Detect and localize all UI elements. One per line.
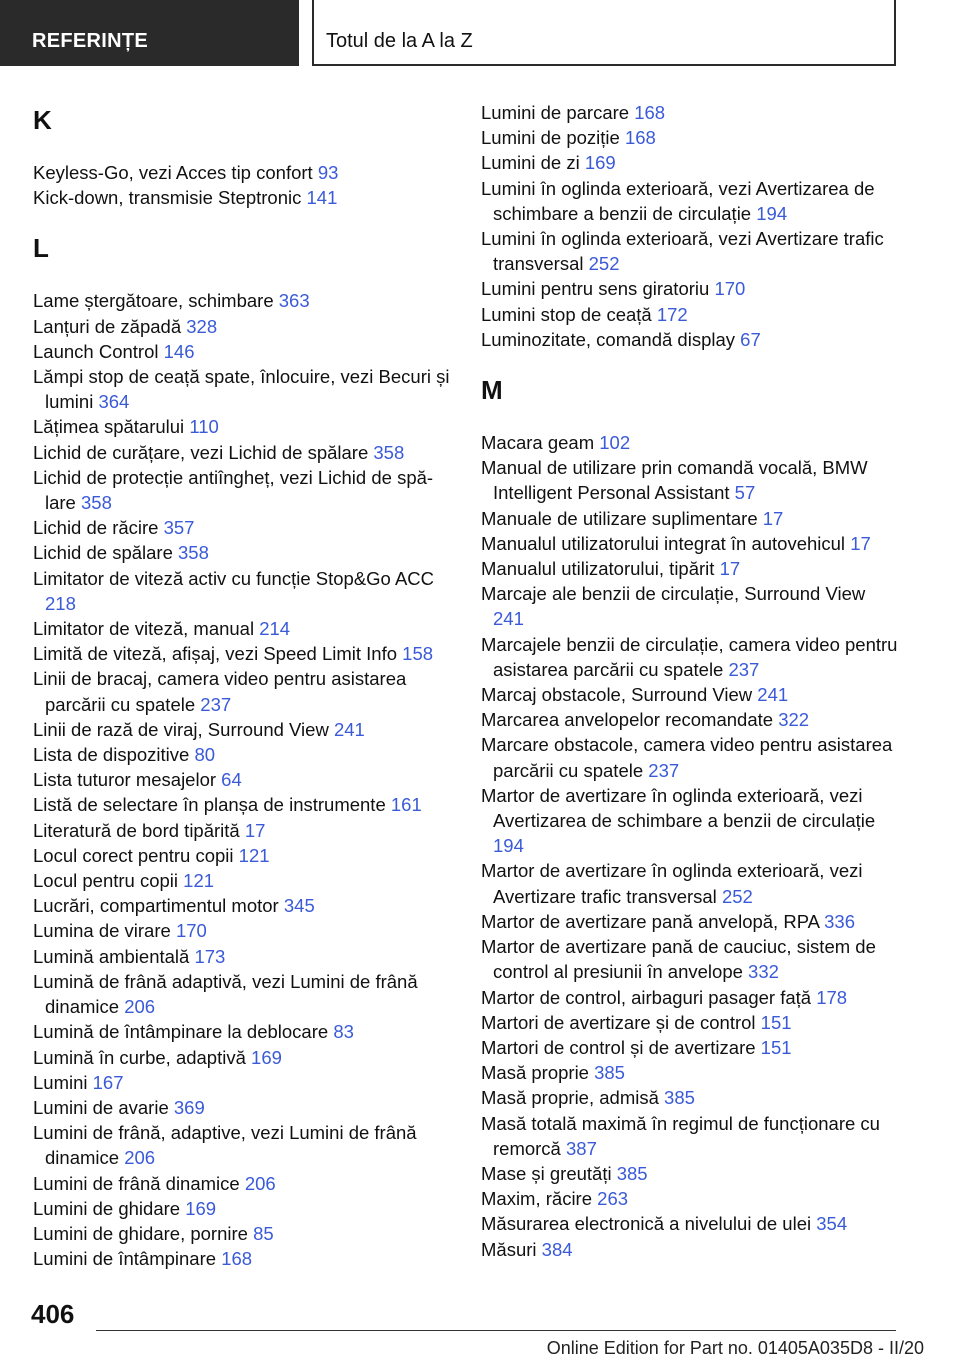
- page-reference-link[interactable]: 385: [594, 1062, 625, 1084]
- index-entry-term: Limită de viteză, afișaj, vezi Speed Limit Info: [33, 643, 403, 665]
- index-entry-term: Masă totală maximă în regimul de funcționare cu remorcă: [481, 1112, 880, 1159]
- index-entry-term: Listă de selectare în planșa de instrumente: [33, 794, 391, 816]
- index-entry-term: Limitator de viteză activ cu funcție Stop&Go ACC: [33, 567, 435, 589]
- page-reference-link[interactable]: 354: [816, 1213, 848, 1235]
- page-reference-link[interactable]: 67: [740, 328, 761, 350]
- index-entry-term: Lățimea spătarului: [33, 416, 190, 438]
- page-reference-link[interactable]: 167: [92, 1071, 124, 1093]
- page-reference-link[interactable]: 178: [816, 986, 848, 1008]
- index-entry-term: Lame ștergătoare, schimbare: [33, 290, 279, 312]
- page-reference-link[interactable]: 173: [194, 945, 226, 967]
- index-column-right: [481, 100, 901, 1262]
- page-reference-link[interactable]: 241: [757, 684, 789, 706]
- index-entry: [481, 581, 901, 631]
- index-entry: [33, 185, 453, 210]
- page-reference-link[interactable]: 241: [493, 608, 524, 630]
- index-entry: [33, 666, 453, 716]
- page-reference-link[interactable]: 252: [721, 885, 753, 907]
- index-entry-term: Lumina de virare: [33, 920, 176, 942]
- index-entry: [33, 1171, 453, 1196]
- index-entry-term: Lumini de întâmpinare: [33, 1248, 222, 1270]
- index-letter-heading: K: [33, 105, 52, 135]
- index-entry: [33, 414, 453, 439]
- index-entry-term: Lumină de frână adaptivă, vezi Lumini de frână dinamice: [33, 970, 418, 1018]
- index-entry: [481, 682, 901, 707]
- index-entry: [481, 1186, 901, 1211]
- index-entry: [481, 985, 901, 1010]
- index-entry: [33, 1221, 453, 1246]
- page-reference-link[interactable]: 168: [221, 1248, 253, 1270]
- index-entry: [481, 100, 901, 125]
- page-reference-link[interactable]: 369: [173, 1096, 205, 1118]
- index-entry-term: Lumină ambientală: [33, 945, 195, 967]
- page-reference-link[interactable]: 385: [616, 1162, 648, 1184]
- page-reference-link[interactable]: 194: [493, 835, 524, 857]
- index-entry: [481, 556, 901, 581]
- index-entry: [481, 226, 901, 276]
- index-entry-term: Lumini de frână dinamice: [33, 1172, 245, 1194]
- page-reference-link[interactable]: 85: [253, 1222, 274, 1244]
- page-reference-link[interactable]: 17: [762, 507, 784, 529]
- index-column-left: [33, 100, 453, 1271]
- index-entry: [33, 1019, 453, 1044]
- page-reference-link[interactable]: 322: [778, 709, 810, 731]
- chapter-title: Totul de la A la Z: [312, 0, 896, 66]
- page-reference-link[interactable]: 206: [124, 996, 156, 1018]
- page-reference-link[interactable]: 151: [760, 1036, 792, 1058]
- page-reference-link[interactable]: 110: [189, 416, 219, 438]
- index-entry-term: Lichid de curățare, vezi Lichid de spălare: [33, 441, 374, 463]
- index-entry: [481, 707, 901, 732]
- index-entry-term: Marcarea anvelopelor recomandate: [481, 709, 779, 731]
- index-entry: [33, 465, 453, 515]
- index-entry-term: Mase și greutăți: [481, 1162, 617, 1184]
- page-reference-link[interactable]: 357: [163, 517, 195, 539]
- page-reference-link[interactable]: 206: [244, 1172, 276, 1194]
- index-entry-term: Martor de control, airbaguri pasager față: [481, 986, 817, 1008]
- page-reference-link[interactable]: 336: [824, 910, 856, 932]
- page-reference-link[interactable]: 206: [124, 1147, 156, 1169]
- page-reference-link[interactable]: 83: [333, 1021, 354, 1043]
- index-entry-term: Marcajele benzii de circulație, camera video pentru asistarea parcării cu spatele: [481, 633, 898, 680]
- index-entry-term: Martor de avertizare pană de cauciuc, sistem de control al presiunii în anvelope: [481, 936, 876, 983]
- index-entry-term: Lumini de zi: [481, 152, 585, 174]
- index-entry: [481, 125, 901, 150]
- page-reference-link[interactable]: 170: [175, 920, 207, 942]
- index-entry-term: Lista de dispozitive: [33, 744, 195, 766]
- index-entry-term: Luminozitate, comandă display: [481, 328, 741, 350]
- page-reference-link[interactable]: 102: [599, 432, 631, 454]
- page-reference-link[interactable]: 64: [221, 769, 242, 791]
- index-entry: [481, 1035, 901, 1060]
- index-entry: [33, 717, 453, 742]
- page-reference-link[interactable]: 263: [597, 1188, 629, 1210]
- index-entry-term: Măsuri: [481, 1238, 542, 1260]
- page-header: [0, 0, 960, 66]
- index-entry: [481, 1211, 901, 1236]
- index-entry-term: Lucrări, compartimentul motor: [33, 895, 284, 917]
- index-entry-term: Lumini de frână, adaptive, vezi Lumini de frână dinamice: [33, 1122, 417, 1169]
- page-reference-link[interactable]: 194: [756, 202, 788, 224]
- index-entry: [481, 934, 901, 984]
- index-entry: [33, 918, 453, 943]
- page-reference-link[interactable]: 237: [728, 658, 760, 680]
- page-reference-link[interactable]: 345: [283, 895, 315, 917]
- index-entry-term: Masă proprie: [481, 1062, 595, 1084]
- index-entry: [481, 1085, 901, 1110]
- index-entry-term: Lumini în oglinda exterioară, vezi Avertizare trafic transversal: [481, 228, 884, 275]
- index-entry-term: Keyless-Go, vezi Acces tip confort: [33, 162, 318, 183]
- index-entry-term: Macara geam: [481, 432, 600, 454]
- index-entry: [33, 160, 453, 185]
- index-entry: [33, 364, 453, 414]
- index-entry: [481, 455, 901, 505]
- index-entry-term: Lumini pentru sens giratoriu: [481, 278, 715, 300]
- page-reference-link[interactable]: 364: [98, 391, 130, 413]
- page-number: 406: [31, 1299, 75, 1329]
- index-entry: [481, 1237, 901, 1262]
- index-entry-term: Linii de rază de viraj, Surround View: [33, 718, 334, 740]
- index-entry-term: Martori de control și de avertizare: [481, 1036, 761, 1058]
- index-entry: [33, 792, 453, 817]
- index-entry-term: Lumini stop de ceață: [481, 303, 657, 325]
- index-entry: [33, 893, 453, 918]
- index-entry: [33, 1120, 453, 1170]
- index-entry: [481, 632, 901, 682]
- index-entry: [33, 641, 453, 666]
- index-letter-heading: L: [33, 233, 49, 264]
- page-reference-link[interactable]: 121: [183, 870, 215, 892]
- index-entry-term: Lumini în oglinda exterioară, vezi Avertizarea de schimbare a benzii de circulație: [481, 177, 875, 224]
- page-reference-link[interactable]: 93: [317, 162, 339, 183]
- index-entry: [33, 843, 453, 868]
- page-reference-link[interactable]: 241: [333, 718, 365, 740]
- index-entry-term: Lichid de spălare: [33, 542, 179, 564]
- page-reference-link[interactable]: 214: [259, 618, 291, 640]
- page-reference-link[interactable]: 358: [178, 542, 209, 564]
- page-reference-link[interactable]: 358: [373, 441, 405, 463]
- index-entry-term: Martor de avertizare în oglinda exterioară, vezi Avertizare trafic transversal: [481, 860, 863, 907]
- index-entry: [33, 566, 453, 616]
- index-entry-term: Lumini de parcare: [481, 102, 635, 123]
- index-entry-term: Locul pentru copii: [33, 870, 184, 892]
- index-entry: [33, 288, 453, 313]
- index-entry-term: Lămpi stop de ceață spate, înlocuire, vezi Becuri și lumini: [33, 366, 450, 413]
- index-entry-term: Locul corect pentru copii: [33, 844, 239, 866]
- index-entry-term: Martor de avertizare pană anvelopă, RPA: [481, 910, 825, 932]
- index-entry: [481, 1010, 901, 1035]
- page-reference-link[interactable]: 172: [656, 303, 688, 325]
- index-entry: [33, 969, 453, 1019]
- page-reference-link[interactable]: 358: [81, 492, 112, 514]
- page-reference-link[interactable]: 363: [278, 290, 310, 312]
- index-entry-term: Lumini de ghidare: [33, 1197, 186, 1219]
- index-entry-term: Manuale de utilizare suplimentare: [481, 507, 763, 529]
- index-entry-term: Martor de avertizare în oglinda exterioară, vezi Avertizarea de schimbare a benzii de circulație: [481, 784, 876, 832]
- index-entry: [33, 314, 453, 339]
- index-entry-term: Manualul utilizatorului, tipărit: [481, 558, 720, 580]
- page-reference-link[interactable]: 252: [588, 253, 620, 275]
- index-entry-term: Marcaj obstacole, Surround View: [481, 684, 758, 706]
- page-reference-link[interactable]: 170: [714, 278, 746, 300]
- page-reference-link[interactable]: 169: [185, 1197, 217, 1219]
- index-entry: [33, 616, 453, 641]
- index-entry: [481, 858, 901, 908]
- page-reference-link[interactable]: 57: [734, 482, 756, 504]
- page-reference-link[interactable]: 332: [748, 961, 779, 983]
- index-entry-term: Manualul utilizatorului integrat în autovehicul: [481, 532, 851, 554]
- page-reference-link[interactable]: 385: [664, 1087, 695, 1109]
- index-entry: [33, 540, 453, 565]
- index-entry-term: Kick-down, transmisie Steptronic: [33, 187, 307, 209]
- index-entry-term: Lumini de ghidare, pornire: [33, 1222, 254, 1244]
- index-entry: [33, 339, 453, 364]
- index-entry: [481, 1060, 901, 1085]
- index-entry: [481, 327, 901, 352]
- index-entry-term: Lista tuturor mesajelor: [33, 769, 222, 791]
- index-entry: [481, 150, 901, 175]
- index-entry: [33, 944, 453, 969]
- index-entry: [481, 531, 901, 556]
- section-tab: REFERINȚE: [0, 0, 299, 66]
- index-entry-term: Lumină de întâmpinare la deblocare: [33, 1021, 334, 1043]
- index-entry-term: Maxim, răcire: [481, 1188, 598, 1210]
- page-reference-link[interactable]: 151: [760, 1011, 792, 1033]
- index-entry: [33, 767, 453, 792]
- index-entry: [481, 1111, 901, 1161]
- page-reference-link[interactable]: 169: [584, 152, 616, 174]
- index-entry-term: Launch Control: [33, 340, 164, 362]
- index-entry-term: Măsurarea electronică a nivelului de ulei: [481, 1213, 817, 1235]
- index-entry: [481, 276, 901, 301]
- page-reference-link[interactable]: 161: [390, 794, 422, 816]
- index-entry: [481, 783, 901, 859]
- page-reference-link[interactable]: 168: [634, 102, 666, 123]
- index-entry: [33, 1045, 453, 1070]
- page-reference-link[interactable]: 141: [306, 187, 338, 209]
- page-reference-link[interactable]: 218: [45, 592, 76, 614]
- index-entry: [33, 818, 453, 843]
- index-entry-term: Marcaje ale benzii de circulație, Surround View: [481, 583, 866, 605]
- index-entry-term: Lichid de răcire: [33, 517, 164, 539]
- index-entry-term: Masă proprie, admisă: [481, 1087, 665, 1109]
- index-entry: [481, 732, 901, 782]
- page-reference-link[interactable]: 168: [624, 127, 656, 149]
- page-reference-link[interactable]: 237: [200, 693, 232, 715]
- page-reference-link[interactable]: 158: [402, 643, 434, 665]
- page-reference-link[interactable]: 17: [719, 558, 741, 580]
- index-entry: [33, 1070, 453, 1095]
- index-entry-term: Lanțuri de zăpadă: [33, 315, 187, 337]
- index-entry: [33, 742, 453, 767]
- page-reference-link[interactable]: 384: [541, 1238, 573, 1260]
- page-reference-link[interactable]: 17: [850, 532, 871, 554]
- index-entry: [481, 909, 901, 934]
- page-reference-link[interactable]: 17: [244, 819, 266, 841]
- page-reference-link[interactable]: 80: [194, 744, 216, 766]
- index-entry-term: Marcare obstacole, camera video pentru asistarea parcării cu spatele: [481, 734, 893, 781]
- index-entry: [33, 868, 453, 893]
- page-reference-link[interactable]: 169: [251, 1046, 282, 1068]
- index-entry-term: Literatură de bord tipărită: [33, 819, 245, 841]
- index-entry: [481, 302, 901, 327]
- index-entry-term: Linii de bracaj, camera video pentru asistarea parcării cu spatele: [33, 668, 407, 715]
- index-entry: [33, 1095, 453, 1120]
- page-reference-link[interactable]: 328: [186, 315, 218, 337]
- footer-divider: [96, 1330, 896, 1331]
- page-reference-link[interactable]: 237: [648, 759, 680, 781]
- index-entry-term: Lumină în curbe, adaptivă: [33, 1046, 252, 1068]
- index-letter-heading: M: [481, 375, 503, 406]
- index-entry: [33, 1246, 453, 1271]
- index-entry-term: Limitator de viteză, manual: [33, 618, 260, 640]
- page-reference-link[interactable]: 387: [566, 1137, 597, 1159]
- index-entry-term: Martori de avertizare și de control: [481, 1011, 761, 1033]
- page-reference-link[interactable]: 121: [238, 844, 270, 866]
- index-entry: [33, 515, 453, 540]
- index-entry: [481, 430, 901, 455]
- index-entry: [481, 176, 901, 226]
- index-entry-term: Lumini: [33, 1071, 93, 1093]
- index-entry-term: Lichid de protecție antiîngheț, vezi Lichid de spălare: [33, 466, 434, 514]
- index-entry-term: Manual de utilizare prin comandă vocală, BMW Intelligent Personal Assistant: [481, 457, 868, 504]
- page-reference-link[interactable]: 146: [163, 340, 195, 362]
- index-entry: [33, 440, 453, 465]
- index-entry: [33, 1196, 453, 1221]
- index-entry-term: Lumini de avarie: [33, 1096, 174, 1118]
- edition-note: Online Edition for Part no. 01405A035D8 - II/20: [546, 1338, 924, 1358]
- index-entry: [481, 1161, 901, 1186]
- index-entry: [481, 506, 901, 531]
- index-entry-term: Lumini de poziție: [481, 127, 625, 149]
